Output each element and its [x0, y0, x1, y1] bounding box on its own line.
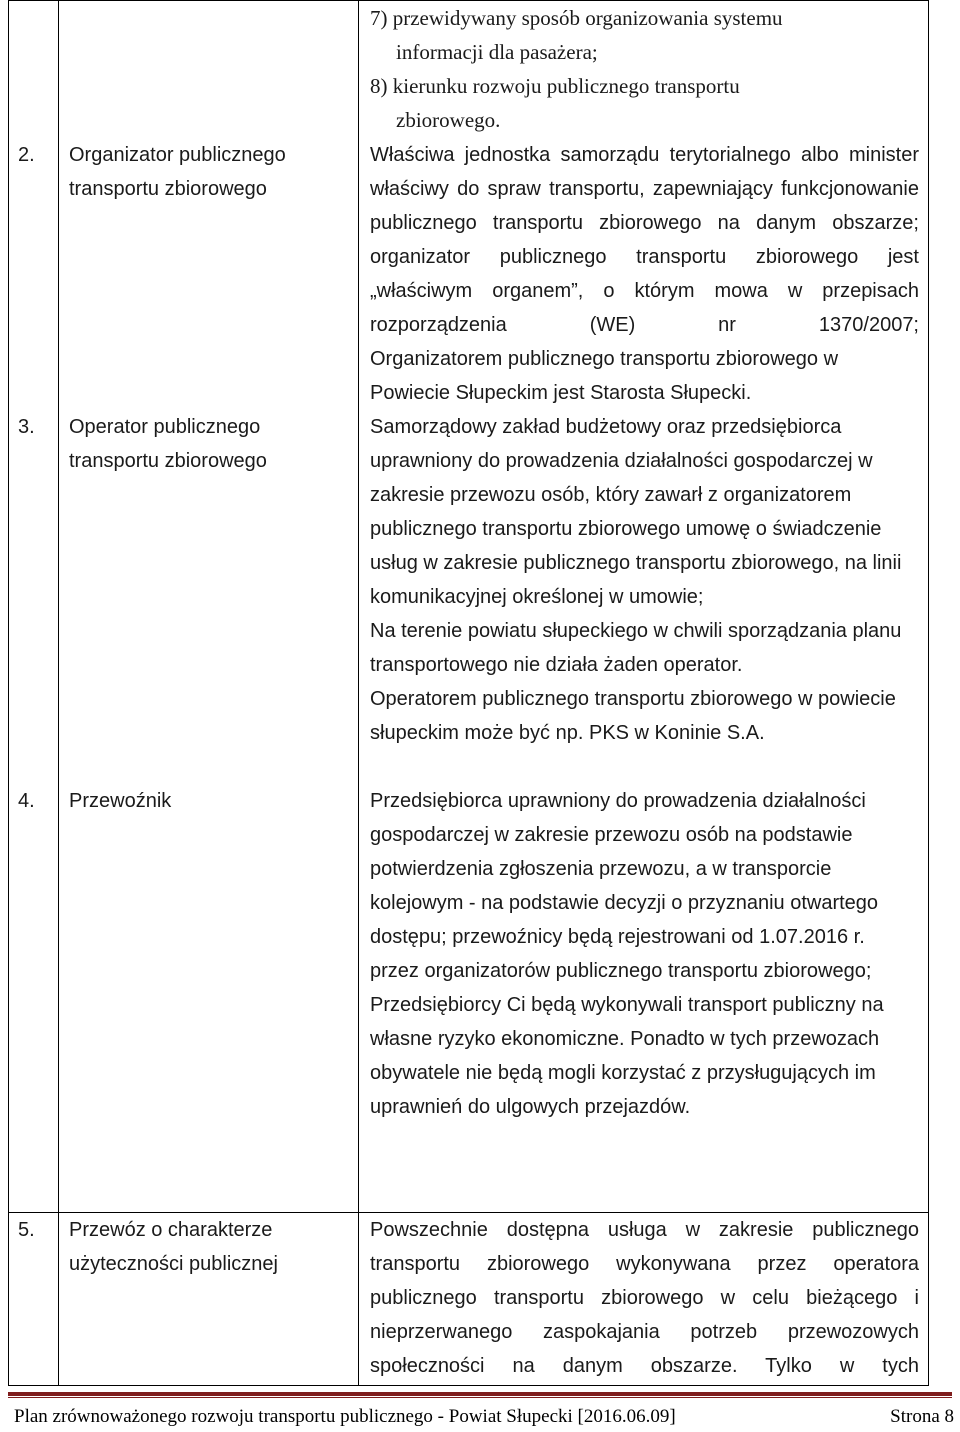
continuation-line-2: informacji dla pasażera;: [396, 40, 598, 64]
table-border-col2: [358, 0, 359, 1386]
description-paragraph: Organizatorem publicznego transportu zbiorowego w Powiecie Słupeckim jest Starosta Słupecki.: [370, 348, 839, 404]
row-term: Operator publicznego transportu zbiorowego: [69, 416, 267, 472]
table-border-left: [8, 0, 9, 1386]
row-description: [370, 784, 919, 1124]
row-term: Organizator publicznego transportu zbiorowego: [69, 144, 286, 200]
description-paragraph: Na terenie powiatu słupeckiego w chwili sporządzania planu transportowego nie działa żaden operator.: [370, 620, 902, 676]
description-paragraph: Przedsiębiorcy Ci będą wykonywali transport publiczny na własne ryzyko ekonomiczne. Ponadto w tych przewozach obywatele nie będą mogli korzystać z przysługujących im uprawnień do ulgowych przejazdów.: [370, 994, 884, 1118]
continuation-cell: [370, 1, 919, 137]
row-number: 4.: [18, 790, 35, 812]
description-paragraph: Samorządowy zakład budżetowy oraz przedsiębiorca uprawniony do prowadzenia działalności gospodarczej w zakresie przewozu osób, który zawarł z organizatorem publicznego transportu zbiorowego umowę o świadczenie usług w zakresie publicznego transportu zbiorowego, na linii komunikacyjnej określonej w umowie;: [370, 416, 902, 608]
continuation-line-3: 8) kierunku rozwoju publicznego transportu: [370, 74, 740, 98]
page-footer: [14, 1404, 954, 1430]
table-border-right: [928, 0, 929, 1386]
row-description: [370, 410, 919, 750]
footer-page-number: Strona 8: [890, 1406, 954, 1427]
continuation-line-4: zbiorowego.: [396, 108, 501, 132]
table-border-bottom: [8, 1385, 929, 1386]
row-number: 2.: [18, 144, 35, 166]
row-description: [370, 1213, 919, 1383]
description-paragraph: Powszechnie dostępna usługa w zakresie publicznego transportu zbiorowego wykonywana przez operatora publicznego transportu zbiorowego w celu bieżącego i nieprzerwanego zaspokajania potrzeb przewozowych społeczności na danym obszarze. Tylko w tych: [370, 1219, 919, 1377]
footer-rule-thin: [8, 1397, 952, 1398]
row-term: Przewóz o charakterze użyteczności publicznej: [69, 1219, 278, 1275]
footer-rule: [8, 1392, 952, 1396]
continuation-line-1: 7) przewidywany sposób organizowania systemu: [370, 6, 783, 30]
definitions-table: [8, 0, 929, 1386]
table-border-col1: [58, 0, 59, 1386]
row-term: Przewoźnik: [69, 790, 172, 812]
row-description: [370, 138, 919, 410]
description-paragraph: Operatorem publicznego transportu zbiorowego w powiecie słupeckim może być np. PKS w Koninie S.A.: [370, 688, 896, 744]
description-paragraph: Właściwa jednostka samorządu terytorialnego albo minister właściwy do spraw transportu, zapewniający funkcjonowanie publicznego transportu zbiorowego na danym obszarze; organizator publicznego transportu zbiorowego jest „właściwym organem”, o którym mowa w przepisach rozporządzenia (WE) nr 1370/2007;: [370, 144, 919, 336]
description-paragraph: Przedsiębiorca uprawniony do prowadzenia działalności gospodarczej w zakresie przewozu osób na podstawie potwierdzenia zgłoszenia przewozu, a w transporcie kolejowym - na podstawie decyzji o przyznaniu otwartego dostępu; przewoźnicy będą rejestrowani od 1.07.2016 r. przez organizatorów publicznego transportu zbiorowego;: [370, 790, 879, 982]
row-number: 5.: [18, 1219, 35, 1241]
footer-document-title: Plan zrównoważonego rozwoju transportu publicznego - Powiat Słupecki [2016.06.09]: [14, 1406, 676, 1427]
row-number: 3.: [18, 416, 35, 438]
